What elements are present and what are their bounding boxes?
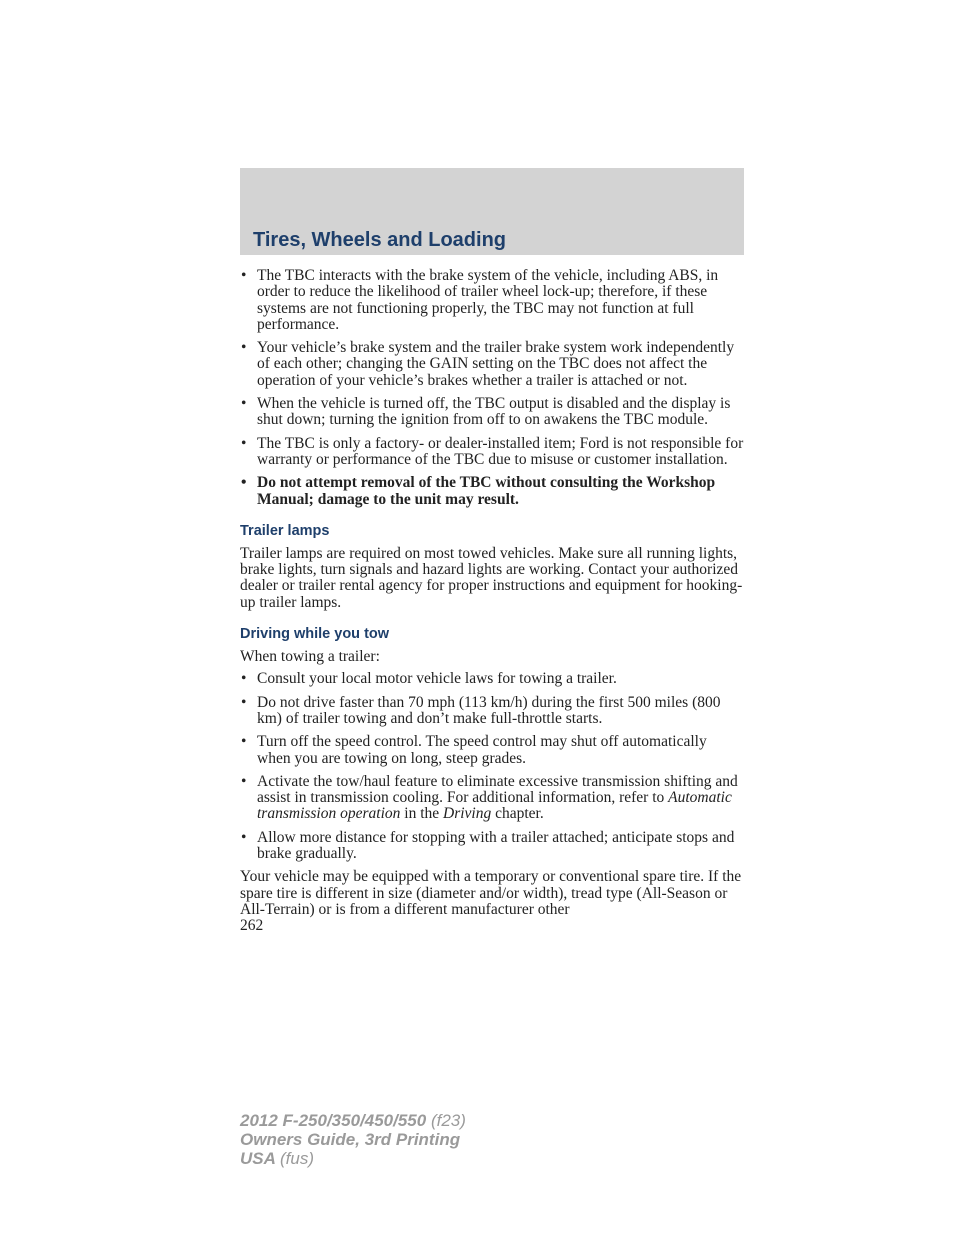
list-item: • Do not drive faster than 70 mph (113 km/h) during the first 500 miles (800 km) of trailer towing and don’t make full-throttle starts. <box>240 695 744 728</box>
tow-haul-text-mid: in the <box>400 805 444 823</box>
page-content <box>240 268 744 935</box>
footer-line-region <box>240 1149 466 1168</box>
page-number: 262 <box>240 917 264 935</box>
tow-haul-list-item <box>240 774 744 823</box>
list-item: • When the vehicle is turned off, the TBC output is disabled and the display is shut down; turning the ignition from off to on awakens the TBC module. <box>240 396 744 429</box>
driving-chapter-reference: Driving <box>443 805 492 823</box>
transmission-reference: Automatic transmission operation <box>257 789 732 823</box>
list-item: • The TBC interacts with the brake system of the vehicle, including ABS, in order to reduce the likelihood of trailer wheel lock-up; therefore, if these systems are not functioning properly, the TBC may not function at full performance. <box>240 268 744 333</box>
footer-line-edition: Owners Guide, 3rd Printing <box>240 1130 461 1149</box>
footer-line-model <box>240 1111 466 1130</box>
towing-bullet-list <box>240 671 744 862</box>
footer-model: 2012 F-250/350/450/550 <box>240 1111 427 1130</box>
document-footer <box>240 1111 466 1168</box>
trailer-lamps-paragraph: Trailer lamps are required on most towed vehicles. Make sure all running lights, brake lights, turn signals and hazard lights are working. Contact your authorized dealer or trailer rental agency for proper instructions and equipment for hooking-up trailer lamps. <box>240 544 743 611</box>
driving-tow-heading: Driving while you tow <box>240 626 390 643</box>
footer-model-code: (f23) <box>430 1111 466 1130</box>
footer-region: USA <box>240 1149 276 1168</box>
footer-region-code: (fus) <box>280 1149 314 1168</box>
spare-tire-paragraph: Your vehicle may be equipped with a temporary or conventional spare tire. If the spare tire is different in size (diameter and/or width), tread type (All-Season or All-Terrain) or is from a different manufacturer other <box>240 868 742 918</box>
list-item: • Consult your local motor vehicle laws for towing a trailer. <box>240 671 744 687</box>
list-item: • The TBC is only a factory- or dealer-installed item; Ford is not responsible for warranty or performance of the TBC due to misuse or customer installation. <box>240 436 744 469</box>
trailer-lamps-heading: Trailer lamps <box>240 522 330 539</box>
tow-haul-text-end: chapter. <box>491 805 544 823</box>
warning-list-item: • Do not attempt removal of the TBC without consulting the Workshop Manual; damage to the unit may result. <box>240 475 744 508</box>
list-item: • Allow more distance for stopping with a trailer attached; anticipate stops and brake gradually. <box>240 830 744 863</box>
tow-haul-text: Activate the tow/haul feature to eliminate excessive transmission shifting and assist in transmission cooling. For additional information, refer to <box>257 772 738 807</box>
section-title: Tires, Wheels and Loading <box>253 229 507 251</box>
tbc-bullet-list <box>240 268 744 508</box>
list-item: • Turn off the speed control. The speed control may shut off automatically when you are towing on long, steep grades. <box>240 734 744 767</box>
list-item: • Your vehicle’s brake system and the trailer brake system work independently of each other; changing the GAIN setting on the TBC does not affect the operation of your vehicle’s brakes whether a trailer is attached or not. <box>240 340 744 389</box>
driving-tow-intro: When towing a trailer: <box>240 648 380 666</box>
